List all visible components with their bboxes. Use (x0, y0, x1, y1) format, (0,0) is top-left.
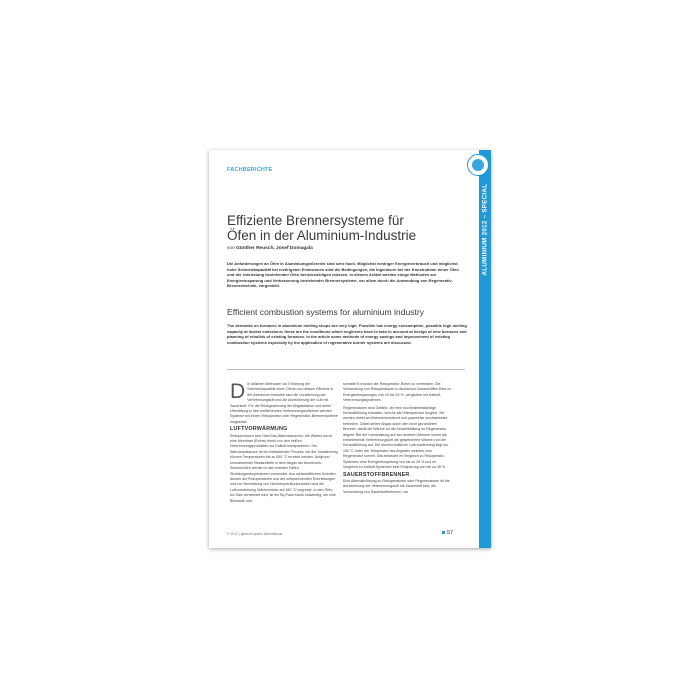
intro-text: ie üblichen Methoden zur Erhöhung der Schmelzkapazität eines Ofens und dessen Effizienz in der Aluminium-Industrie sind die Vorwärmung der Verbrennungsluft und die Anreicherung der Luft mit Sauerstoff. Für die Rückgewinnung der Abgaswärme und deren Überleitung in den einfließenden Verbrennungsluftstrom werden Systeme mit einem Rekuperator oder Regenerator-Brennersysteme eingesetzt. (230, 382, 338, 424)
intro-paragraph (230, 382, 338, 425)
paragraph-right-1: schnelle Korrosion der Rekuperator-Rohre zu vermeiden. Die Verwendung von Rekuperatoren in Aluminium-Schmelzöfen führt zu Energieeinsparungen von 20 bis 25 %, verglichen mit Kaltluft-Verbrennungssystemen. (343, 382, 451, 403)
side-banner-label: ALUMINIUM 2012 – SPECIAL (481, 183, 489, 276)
journal-seal-icon (467, 154, 489, 176)
title-line-2: Öfen in der Aluminium-Industrie (227, 228, 417, 243)
paragraph-right-3: Eine Alternativlösung zu Rekuperatoren oder Regeneratoren ist die Anreicherung der Verbrennungsluft mit Sauerstoff bzw. die Verwendung von Sauerstoffbrennern, wo (343, 478, 450, 494)
page-number-value: 57 (447, 530, 454, 536)
body-column-left (230, 382, 338, 506)
body-column-right (343, 382, 451, 497)
page-footer: © 2012 | gieserei-praxis international (227, 532, 283, 536)
byline (227, 246, 313, 251)
title-line-1: Effiziente Brennersysteme für (227, 213, 404, 228)
abstract-english: The demands on furnaces in aluminium melting shops are very high. Possible low energy consumption, possible high melting capacity at lowest emissions; these are the conditions which engineers have to take in account at design of new furnaces and planning of rebuilds of existing furnaces. In the article some methods of energy savings and improvement of existing combustion systems especially by the application of regenerative burner systems are discussed. (227, 323, 467, 345)
article-title (227, 213, 457, 243)
page-number (442, 530, 453, 536)
heading-sauerstoffbrenner: SAUERSTOFFBRENNER (343, 471, 410, 478)
section-label: FACHBERICHTE (227, 167, 273, 173)
heading-luftvorwaermung: LUFTVORWÄRMUNG (230, 426, 288, 433)
byline-prefix: von (227, 246, 235, 251)
paragraph-luftvorwaermung: Rekuperatoren sind Gas/Gas-Wärmetauscher, die Wärme durch eine Membran (Rohre) direkt von den heißen Verbrennungsprodukten zur Kaltluft transportieren. Der Wärmeaustausch ist ein fortlaufender Prozess, bei der Vorwärmung können Temperaturen bis zu 650 °C erreicht werden. Aufgrund korrodierender Bestandteile in dem Abgas der Aluminium-Schmelzöfen werden in den meisten Fällen Strahlungsrekuperatoren verwendet. Aus wirtschaftlichen Gründen dürsen der Rekuperatoren und der entsprechenden Rohrleitungen und zur Vermeidung von Hochtemperaturkorrosion wird die Luftvorwärmung üblicherweise auf 450 °C begrenzt. In den Öfen, wo Salz verwendet wird, ist ein By-Pass Kanal notwendig, um eine Blockade und (230, 433, 338, 503)
journal-page (209, 150, 491, 548)
drop-cap: D (230, 380, 246, 403)
authors: Günther Reusch, Josef Domagala (236, 246, 313, 251)
divider (227, 369, 465, 370)
side-banner (479, 150, 491, 548)
english-title: Efficient combustion systems for aluminium industry (227, 307, 425, 317)
square-bullet-icon (442, 531, 445, 534)
paragraph-right-2: Regeneratoren sind Gefäße, die eine hochhitzebeständige Keramikfüllung enthalten, welche als Hitzespeicher fungiert. Sie werden direkt am Brennereinsatzort und paarweise wechselweise betrieben. Dabei strömt Abgas durch den nicht gezündeten Brenner, damit die Wärme an die Keramikfüllung im Regenerator abgeht. Bei der Umschaltung auf den anderen Brenner nimmt die einströmende Verbrennungsluft die gespeicherte Wärme von der Keramikfüllung auf. Die durchschnittliche Luftvorwärmung liegt nur 150 °C unter der Temperatur des Abgases welches zum Regenerator kommt. Das bedeutet im Vergleich zu Rekuperativ-Systemen eine Energieeinsparung von bis zu 25 % und im Vergleich zu Kaltluft-Systemen eine Einsparung von bis zu 45 %. (343, 405, 449, 470)
abstract-german: Die Anforderungen an Öfen in Aluminiumgießereien sind sehr hoch. Möglichst niedriger Energieverbrauch und möglichst hohe Schmelzkapazität bei niedrigsten Emissionen sind die Bedingungen, die Ingenieure bei der Konstruktion neuer Öfen und der Umrüstung bestehender Öfen berücksichtigen müssen. In diesem Artikel werden einige Methoden zur Energieeinsparung und Verbesserung bestehender Brennersysteme, vor allem durch die Anwendung von Regenerativ-Brennertechnik, vorgestellt. (227, 261, 459, 289)
